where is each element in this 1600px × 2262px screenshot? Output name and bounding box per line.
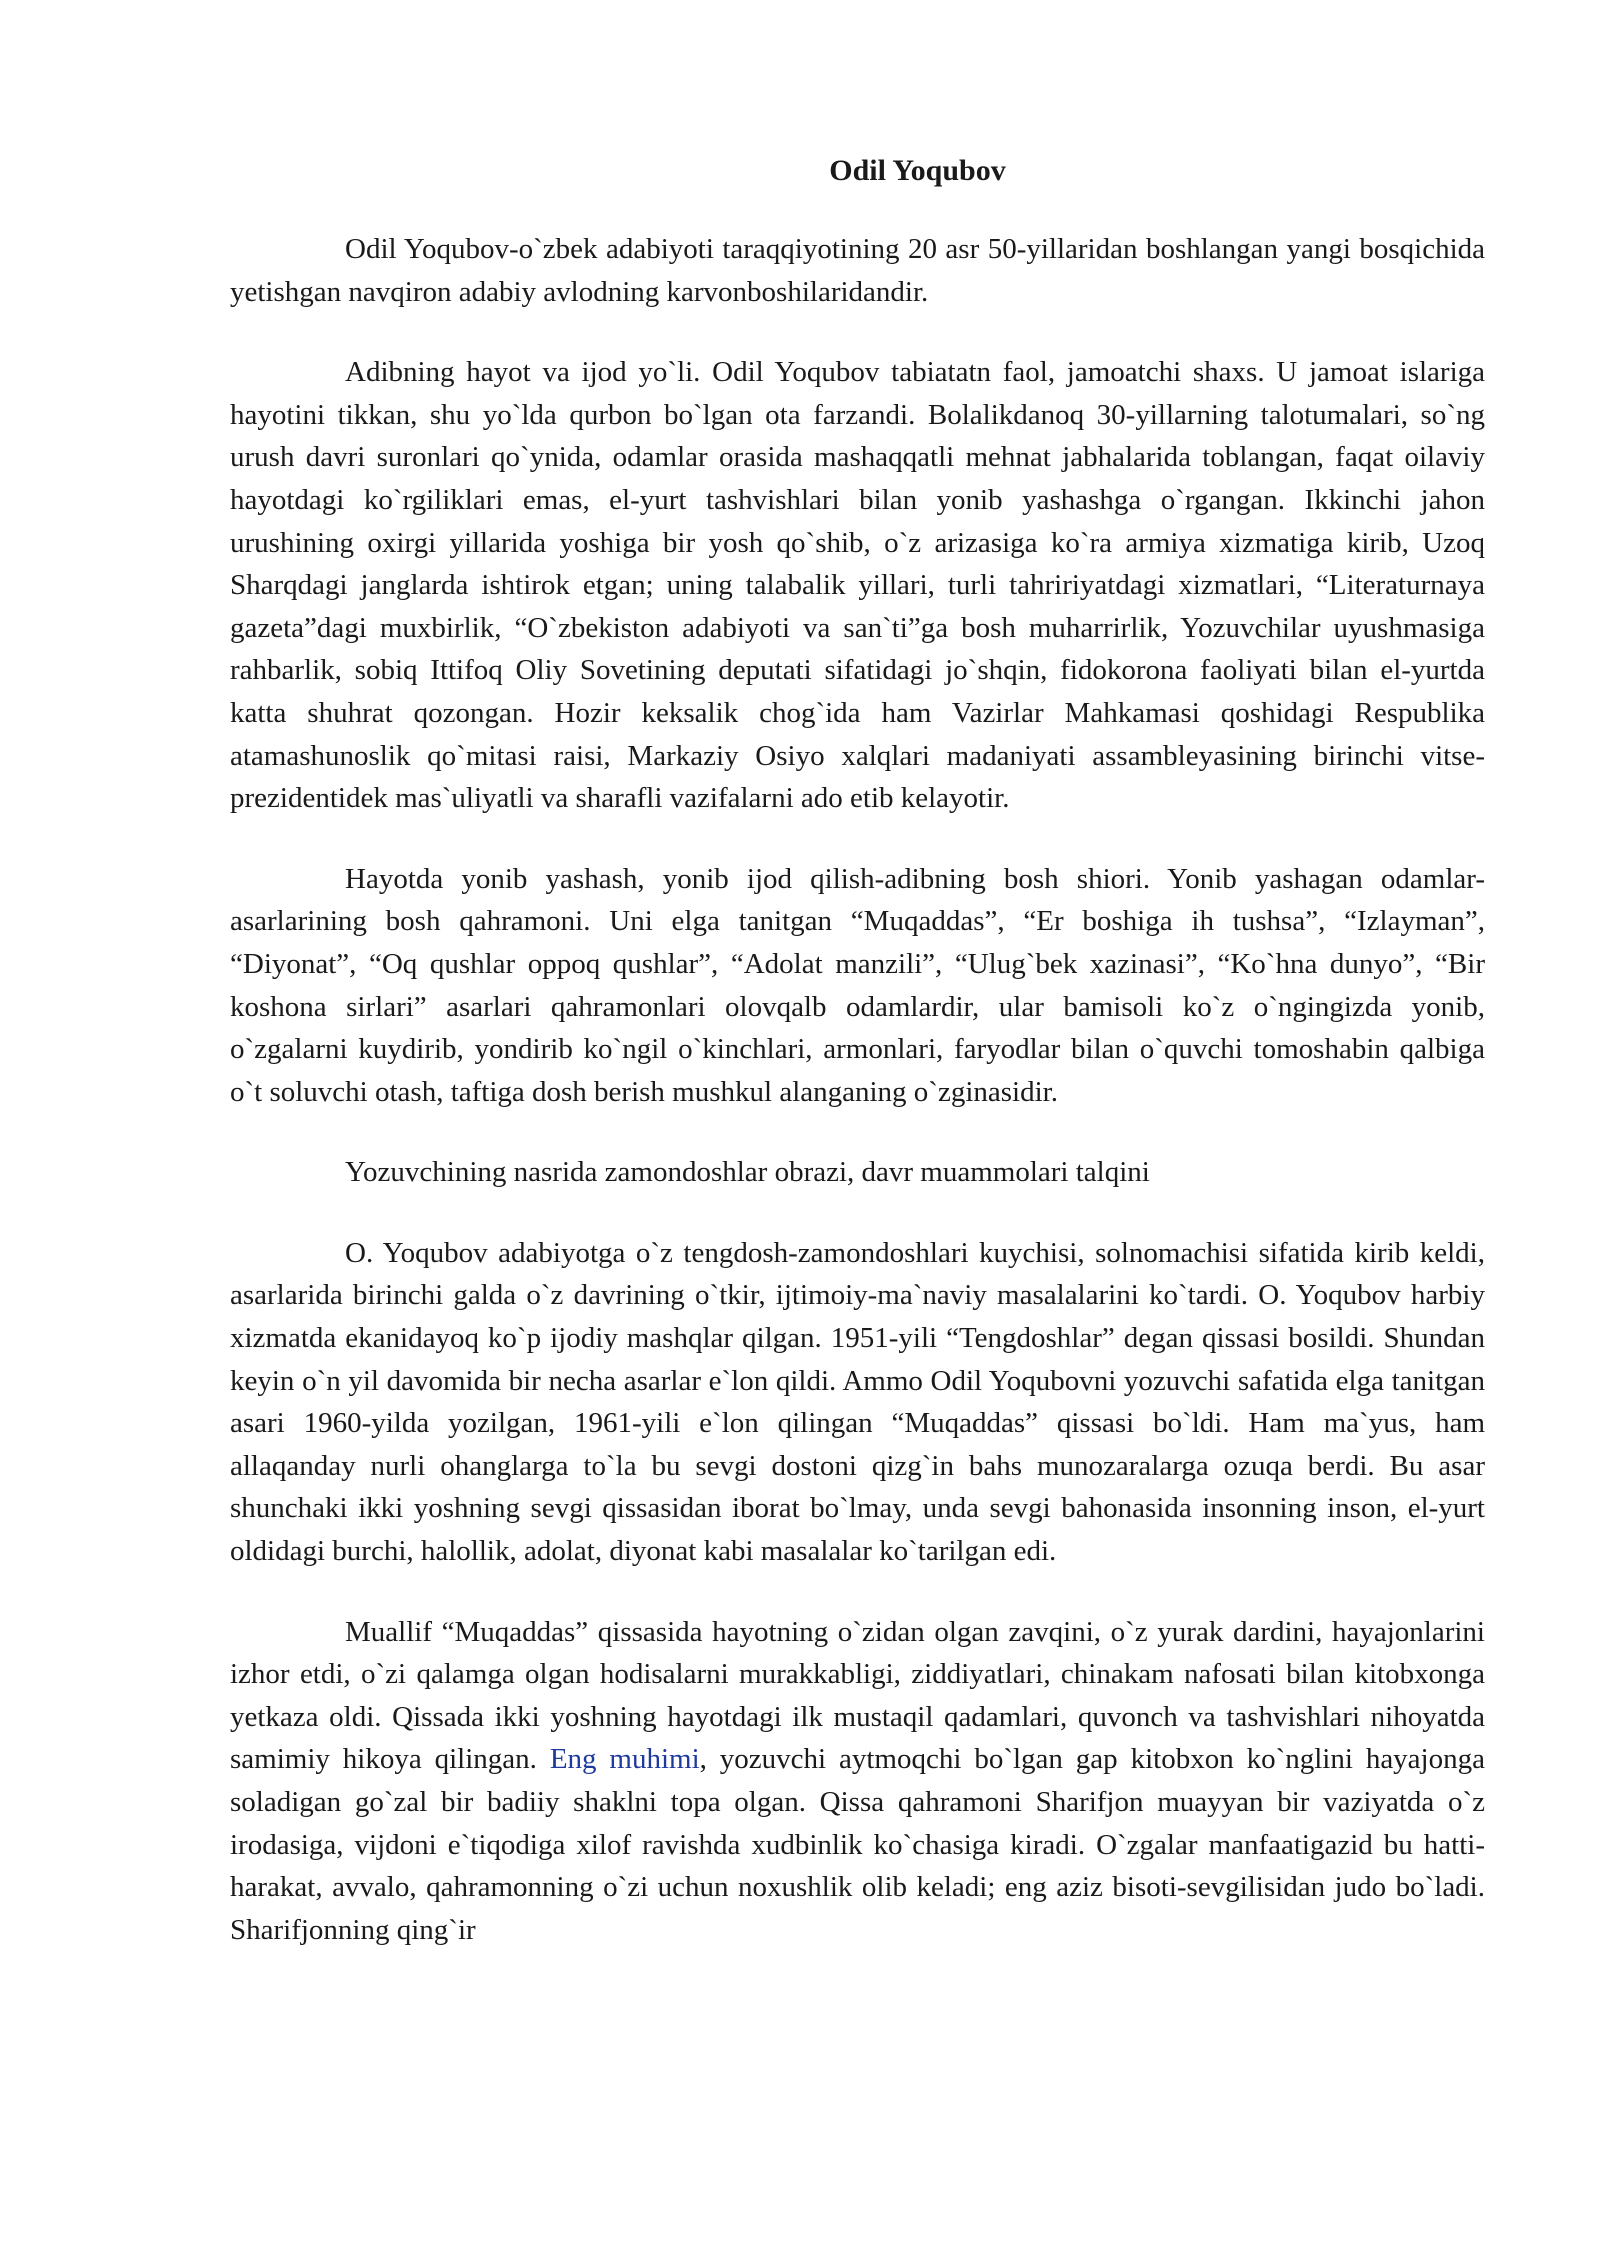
- paragraph-muqaddas-text-end: , yozuvchi aytmoqchi bo`lgan gap kitobxon ko`nglini hayajonga soladigan go`zal bir badiiy shaklni topa olgan. Qissa qahramoni Sharifjon muayyan bir vaziyatda o`z irodasiga, vijdoni e`tiqodiga xilof ravishda xudbinlik ko`chasiga kiradi. O`zgalar manfaatigazid bu hatti-harakat, avvalo, qahramonning o`zi uchun noxushlik olib keladi; eng aziz bisoti-sevgilisidan judo bo`ladi. Sharifjonning qing`ir: [230, 1743, 1485, 1946]
- paragraph-biography: Adibning hayot va ijod yo`li. Odil Yoqubov tabiatatn faol, jamoatchi shaxs. U jamoat islariga hayotini tikkan, shu yo`lda qurbon bo`lgan ota farzandi. Bolalikdanoq 30-yillarning talotumalari, so`ng urush davri suronlari qo`ynida, odamlar orasida mashaqqatli mehnat jabhalarida toblangan, faqat oilaviy hayotdagi ko`rgiliklari emas, el-yurt tashvishlari bilan yonib yashashga o`rgangan. Ikkinchi jahon urushining oxirgi yillarida yoshiga bir yosh qo`shib, o`z arizasiga ko`ra armiya xizmatiga kirib, Uzoq Sharqdagi janglarda ishtirok etgan; uning talabalik yillari, turli tahririyatdagi xizmatlari, “Literaturnaya gazeta”dagi muxbirlik, “O`zbekiston adabiyoti va san`ti”ga bosh muharrirlik, Yozuvchilar uyushmasiga rahbarlik, sobiq Ittifoq Oliy Sovetining deputati sifatidagi jo`shqin, fidokorona faoliyati bilan el-yurtda katta shuhrat qozongan. Hozir keksalik chog`ida ham Vazirlar Mahkamasi qoshidagi Respublika atamashunoslik qo`mitasi raisi, Markaziy Osiyo xalqlari madaniyati assambleyasining birinchi vitse-prezidentidek mas`uliyatli va sharafli vazifalarni ado etib kelayotir.: [230, 356, 1485, 815]
- section-heading: Yozuvchining nasrida zamondoshlar obrazi, davr muammolari talqini: [345, 1156, 1150, 1189]
- document-title: Odil Yoqubov: [829, 154, 1006, 187]
- document-body: [230, 150, 1485, 1989]
- paragraph-prose: O. Yoqubov adabiyotga o`z tengdosh-zamondoshlari kuychisi, solnomachisi sifatida kirib keldi, asarlarida birinchi galda o`z davrining o`tkir, ijtimoiy-ma`naviy masalalarini ko`tardi. O. Yoqubov harbiy xizmatda ekanidayoq ko`p ijodiy mashqlar qilgan. 1951-yili “Tengdoshlar” degan qissasi bosildi. Shundan keyin o`n yil davomida bir necha asarlar e`lon qildi. Ammo Odil Yoqubovni yozuvchi safatida elga tanitgan asari 1960-yilda yozilgan, 1961-yili e`lon qilingan “Muqaddas” qissasi bo`ldi. Ham ma`yus, ham allaqanday nurli ohanglarga to`la bu sevgi dostoni qizg`in bahs munozaralarga ozuqa berdi. Bu asar shunchaki ikki yoshning sevgi qissasidan iborat bo`lmay, unda sevgi bahonasida insonning inson, el-yurt oldidagi burchi, halollik, adolat, diyonat kabi masalalar ko`tarilgan edi.: [230, 1236, 1485, 1568]
- paragraph-works: Hayotda yonib yashash, yonib ijod qilish-adibning bosh shiori. Yonib yashagan odamlar-asarlarining bosh qahramoni. Uni elga tanitgan “Muqaddas”, “Er boshiga ih tushsa”, “Izlayman”, “Diyonat”, “Oq qushlar oppoq qushlar”, “Adolat manzili”, “Ulug`bek xazinasi”, “Ko`hna dunyo”, “Bir koshona sirlari” asarlari qahramonlari olovqalb odamlardir, ular bamisoli ko`z o`ngingizda yonib, o`zgalarni kuydirib, yondirib ko`ngil o`kinchlari, armonlari, faryodlar bilan o`quvchi tomoshabin qalbiga o`t soluvchi otash, taftiga dosh berish mushkul alanganing o`zginasidir.: [230, 862, 1485, 1108]
- eng-muhimi-link[interactable]: Eng muhimi: [549, 1743, 700, 1776]
- paragraph-muqaddas: [230, 1611, 1485, 1952]
- paragraph-muqaddas-text-start: Muallif “Muqaddas” qissasida hayotning o`zidan olgan zavqini, o`z yurak dardini, hayajonlarini izhor etdi, o`zi qalamga olgan hodisalarni murakkabligi, ziddiyatlari, chinakam nafosati bilan kitobxonga yetkaza oldi. Qissada ikki yoshning hayotdagi ilk mustaqil qadamlari, quvonch va tashvishlari nihoyatda samimiy hikoya qilingan.: [230, 1615, 1485, 1776]
- paragraph-intro: Odil Yoqubov-o`zbek adabiyoti taraqqiyotining 20 asr 50-yillaridan boshlangan yangi bosqichida yetishgan navqiron adabiy avlodning karvonboshilaridandir.: [230, 233, 1485, 308]
